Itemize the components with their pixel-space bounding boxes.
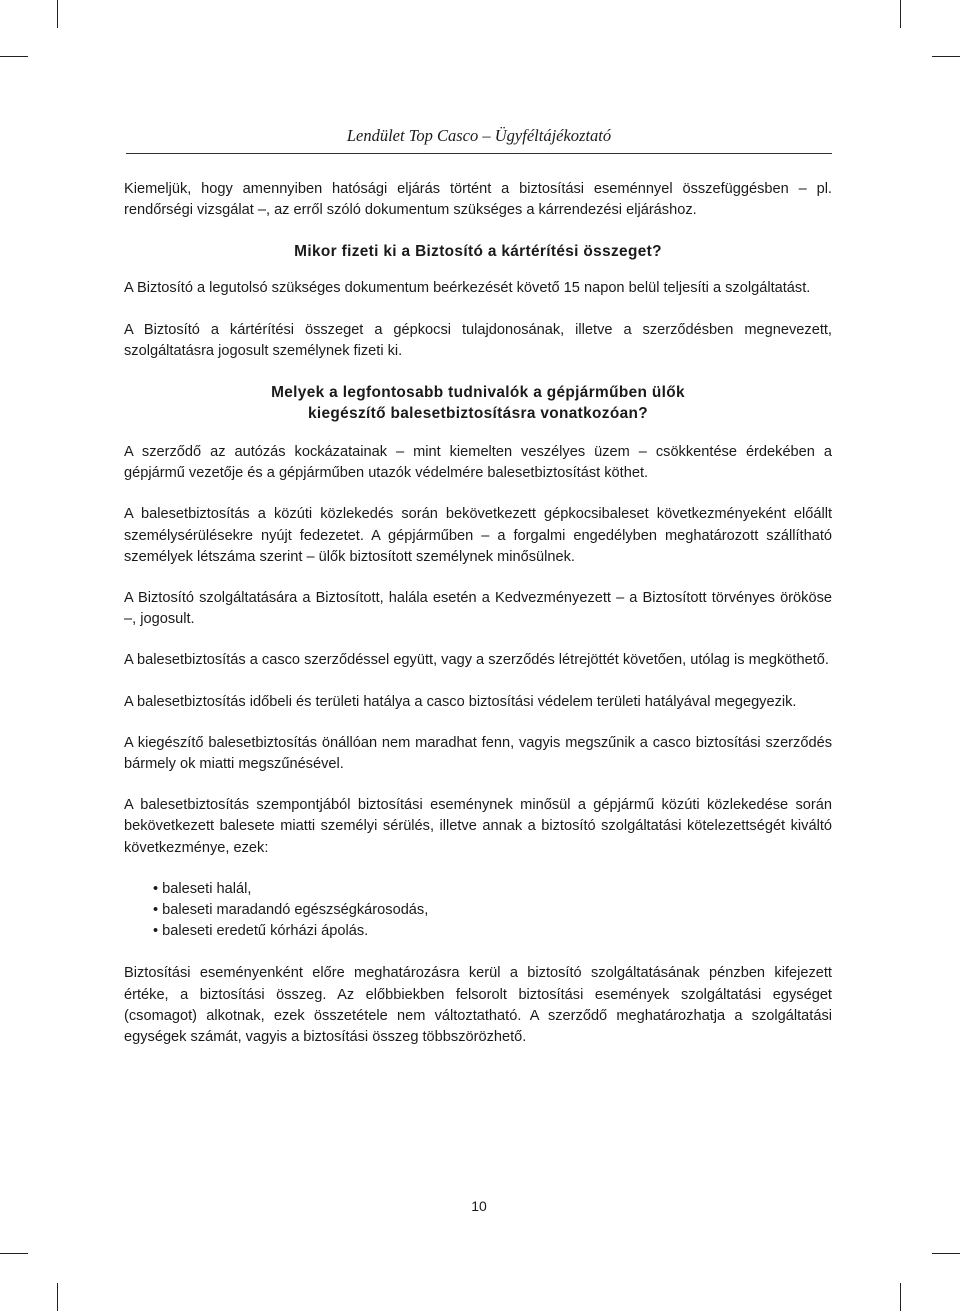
list-item: • baleseti maradandó egészségkárosodás, bbox=[153, 900, 832, 921]
insured-events-list bbox=[124, 879, 832, 943]
crop-mark bbox=[932, 56, 960, 57]
crop-mark bbox=[57, 0, 58, 28]
paragraph: A balesetbiztosítás időbeli és területi hatálya a casco biztosítási védelem területi hatályával megegyezik. bbox=[124, 693, 797, 710]
paragraph: A Biztosító a kártérítési összeget a gépkocsi tulajdonosának, illetve a szerződésben megnevezett, szolgáltatásra jogosult személynek fizeti ki. bbox=[124, 321, 832, 359]
closing-paragraph: Biztosítási eseményenként előre meghatározásra kerül a biztosító szolgáltatásának pénzben kifejezett értéke, a biztosítási összeg. Az előbbiekben felsorolt biztosítási események szolgáltatási egységet (csomagot) alkotnak, ezek összetétele nem változtatható. A szerződő meghatározhatja a szolgáltatási egységek számát, vagyis a biztosítási összeg többszörözhető. bbox=[124, 965, 832, 1046]
page-number: 10 bbox=[471, 1198, 487, 1214]
list-item: • baleseti eredetű kórházi ápolás. bbox=[153, 921, 832, 942]
crop-mark bbox=[57, 1283, 58, 1311]
header-rule bbox=[126, 153, 832, 154]
list-item: • baleseti halál, bbox=[153, 879, 832, 900]
heading-line: Melyek a legfontosabb tudnivalók a gépjárműben ülők bbox=[271, 384, 685, 402]
crop-mark bbox=[932, 1253, 960, 1254]
paragraph: A balesetbiztosítás a közúti közlekedés során bekövetkezett gépkocsibaleset következményeként előállt személysérülésekre nyújt fedezetet. A gépjárműben – a forgalmi engedélyben meghatározott szállítható személyek létszáma szerint – ülők biztosított személynek minősülnek. bbox=[124, 506, 832, 565]
crop-mark bbox=[0, 56, 28, 57]
heading-line: kiegészítő balesetbiztosításra vonatkozóan? bbox=[307, 405, 649, 423]
running-header: Lendület Top Casco – Ügyféltájékoztató bbox=[346, 126, 612, 145]
section-heading-payment: Mikor fizeti ki a Biztosító a kártérítési összeget? bbox=[294, 243, 662, 261]
paragraph: A kiegészítő balesetbiztosítás önállóan nem maradhat fenn, vagyis megszűnik a casco biztosítási szerződés bármely ok miatti megszűnésével. bbox=[124, 734, 832, 773]
paragraph: A Biztosító szolgáltatására a Biztosított, halála esetén a Kedvezményezett – a Biztosított törvényes örököse –, jogosult. bbox=[124, 590, 832, 628]
page-content bbox=[124, 179, 832, 1068]
crop-mark bbox=[900, 0, 901, 28]
paragraph: A Biztosító a legutolsó szükséges dokumentum beérkezését követő 15 napon belül teljesíti a szolgáltatást. bbox=[124, 280, 811, 297]
paragraph: A balesetbiztosítás a casco szerződéssel együtt, vagy a szerződés létrejöttét követően, utólag is megköthető. bbox=[124, 652, 829, 669]
paragraph: A balesetbiztosítás szempontjából biztosítási eseménynek minősül a gépjármű közúti közlekedése során bekövetkezett balesete miatti személyi sérülés, illetve annak a biztosító szolgáltatási kötelezettségét kiváltó következménye, ezek: bbox=[124, 797, 832, 856]
crop-mark bbox=[0, 1253, 28, 1254]
section-heading-accident-insurance bbox=[124, 382, 832, 424]
paragraph: A szerződő az autózás kockázatainak – mint kiemelten veszélyes üzem – csökkentése érdekében a gépjármű vezetője és a gépjárműben utazók védelmére balesetbiztosítást köthet. bbox=[124, 444, 832, 482]
intro-paragraph: Kiemeljük, hogy amennyiben hatósági eljárás történt a biztosítási eseménnyel összefüggésben – pl. rendőrségi vizsgálat –, az erről szóló dokumentum szükséges a kárrendezési eljáráshoz. bbox=[124, 181, 832, 219]
crop-mark bbox=[900, 1283, 901, 1311]
